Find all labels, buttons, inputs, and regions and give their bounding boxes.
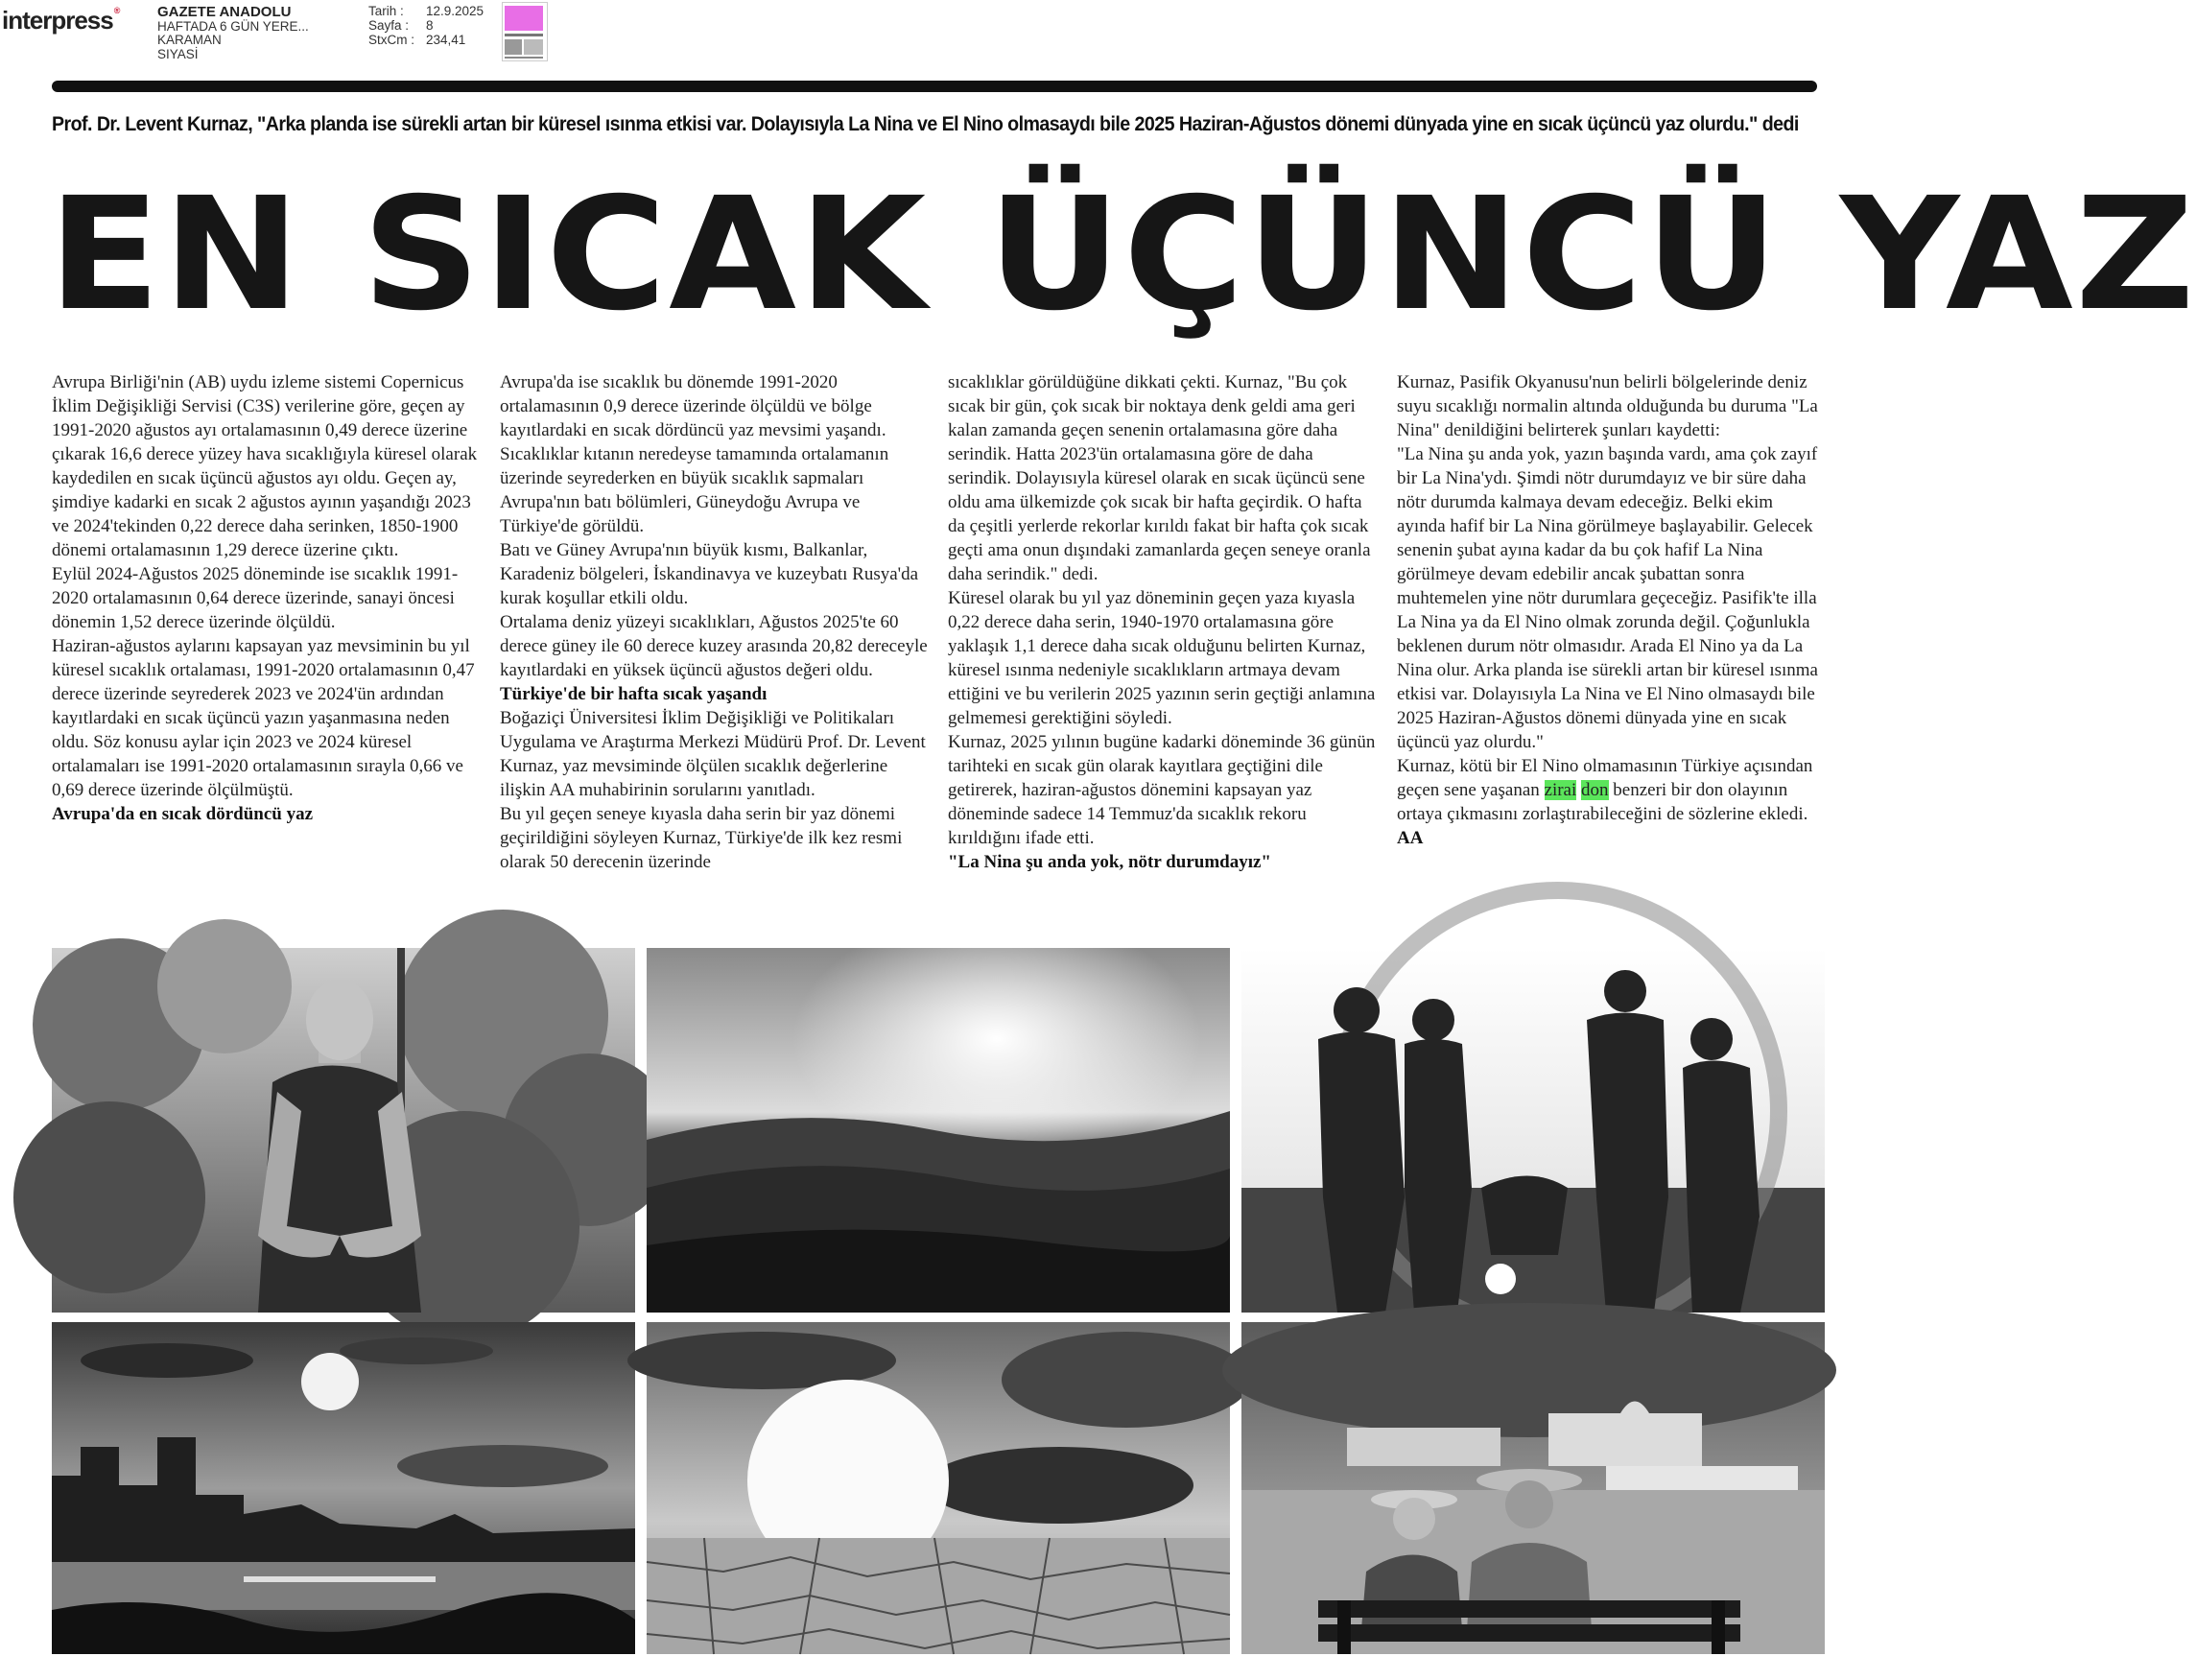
paragraph: Küresel olarak bu yıl yaz döneminin geçen yaza kıyasla 0,22 derece daha serin, 1940-1970 ortalamasına göre yaklaşık 1,1 derece daha sıcak olduğunu belirten Kurnaz, küresel ısınma nedeniyle sıcaklıkların artmaya devam ettiğini ve bu verilerin 2025 yazının serin geçtiği anlamına gelmemesi gerektiğini söyledi. xyxy=(948,588,1376,728)
subheading: Türkiye'de bir hafta sıcak yaşandı xyxy=(500,684,768,704)
photo-portrait xyxy=(52,948,635,1313)
photo-couple-bench xyxy=(1241,1322,1825,1654)
date-row xyxy=(368,4,484,18)
photo-cracked-earth xyxy=(647,1322,1230,1654)
header-rule xyxy=(52,81,1817,92)
photo-silhouettes xyxy=(1241,948,1825,1313)
page-row xyxy=(368,18,484,33)
interpress-logo xyxy=(2,6,119,35)
article-column-3 xyxy=(948,370,1376,874)
article-column-2 xyxy=(500,370,928,874)
text-run: benzeri bir don olayının ortaya çıkmasını zorlaştırabileceğini de sözlerine ekledi. xyxy=(1397,780,1808,824)
stx-row xyxy=(368,33,484,47)
subheading: Avrupa'da en sıcak dördüncü yaz xyxy=(52,804,314,824)
paragraph-highlighted xyxy=(1397,754,1825,826)
page-thumbnail[interactable] xyxy=(502,2,548,61)
article-spot: Prof. Dr. Levent Kurnaz, "Arka planda ise sürekli artan bir küresel ısınma etkisi var. Dolayısıyla La Nina ve El Nino olmasaydı bile 2025 Haziran-Ağustos dönemi dünyada yine en sıcak üçüncü yaz olurdu." dedi xyxy=(52,113,1799,135)
publication-section: SIYASİ xyxy=(157,46,199,61)
paragraph: Batı ve Güney Avrupa'nın büyük kısmı, Balkanlar, Karadeniz bölgeleri, İskandinavya ve kuzeybatı Rusya'da kurak koşullar etkili oldu. xyxy=(500,540,919,608)
paragraph: sıcaklıklar görüldüğüne dikkati çekti. Kurnaz, "Bu çok sıcak bir gün, çok sıcak bir noktaya denk geldi ama geri kalan zamanda geçen senenin ortalamasına göre daha serindik. Hatta 2023'ün ortalamasına göre de daha serindik. Dolayısıyla küresel olarak en sıcak üçüncü sene oldu ama ülkemizde çok sıcak bir hafta geçirdik. O hafta da çeşitli yerlerde rekorlar kırıldı fakat bir hafta çok sıcak geçti ama onun dışındaki zamanlarda geçen seneye oranla daha serindik." dedi. xyxy=(948,372,1371,584)
page-label: Sayfa : xyxy=(368,18,410,33)
date-label: Tarih : xyxy=(368,4,404,18)
thumbnail-highlight xyxy=(505,6,543,31)
article-column-1 xyxy=(52,370,480,826)
thumbnail-line xyxy=(505,57,543,59)
publication-city: KARAMAN xyxy=(157,33,222,47)
signoff: AA xyxy=(1397,828,1424,848)
thumbnail-block xyxy=(524,39,543,55)
paragraph: Avrupa Birliği'nin (AB) uydu izleme sistemi Copernicus İklim Değişikliği Servisi (C3S) verilerine göre, geçen ay 1991-2020 ağustos ayı ortalamasının 0,49 derece üzerine çıkarak 16,6 derece yüzey hava sıcaklığıyla küresel olarak kaydedilen en sıcak üçüncü ağustos ayı oldu. Geçen ay, şimdiye kadarki en sıcak 2 ağustos ayının yaşandığı 2023 ve 2024'tekinden 0,22 derece daha serinken, 1850-1900 dönemi ortalamasının 1,29 derece üzerine çıktı. xyxy=(52,372,478,560)
paragraph: Boğaziçi Üniversitesi İklim Değişikliği ve Politikaları Uygulama ve Araştırma Merkezi Müdürü Prof. Dr. Levent Kurnaz, yaz mevsiminde ölçülen sıcaklık değerlerine ilişkin AA muhabirinin sorularını yanıtladı. xyxy=(500,708,926,800)
photo-sea xyxy=(647,948,1230,1313)
article-column-4 xyxy=(1397,370,1825,850)
stx-value: 234,41 xyxy=(426,33,466,47)
article-headline: EN SICAK ÜÇÜNCÜ YAZ xyxy=(48,165,2197,345)
paragraph: Kurnaz, Pasifik Okyanusu'nun belirli bölgelerinde deniz suyu sıcaklığı normalin altında olduğunda bu duruma "La Nina" denildiğini belirterek şunları kaydetti: xyxy=(1397,372,1818,440)
photo-city-sunset xyxy=(52,1322,635,1654)
paragraph: Avrupa'da ise sıcaklık bu dönemde 1991-2020 ortalamasının 0,9 derece üzerinde ölçüldü ve bölge kayıtlardaki en sıcak dördüncü yaz mevsimi yaşandı. Sıcaklıklar kıtanın neredeyse tamamında ortalamanın üzerinde seyrederken en büyük sıcaklık sapmaları Avrupa'nın batı bölümleri, Güneydoğu Avrupa ve Türkiye'de görüldü. xyxy=(500,372,889,536)
highlighted-word: don xyxy=(1581,780,1609,800)
logo-text: interpress xyxy=(2,6,113,35)
page-value: 8 xyxy=(426,18,434,33)
thumbnail-block xyxy=(505,39,522,55)
date-value: 12.9.2025 xyxy=(426,4,484,18)
publication-info xyxy=(157,6,349,61)
paragraph: Kurnaz, 2025 yılının bugüne kadarki döneminde 36 günün tarihteki en sıcak gün olarak kayıtlara geçtiğini dile getirerek, haziran-ağustos dönemini kapsayan yaz döneminde sadece 14 Temmuz'da sıcaklık rekoru kırıldığını ifade etti. xyxy=(948,732,1376,848)
registered-mark-icon: ® xyxy=(113,6,120,15)
clipping-meta xyxy=(368,4,484,47)
paragraph: Ortalama deniz yüzeyi sıcaklıkları, Ağustos 2025'te 60 derece güney ile 60 derece kuzey arasında 20,82 dereceyle kayıtlardaki en yüksek üçüncü ağustos değeri oldu. xyxy=(500,612,928,680)
highlighted-word: zirai xyxy=(1544,780,1577,800)
paragraph: Bu yıl geçen seneye kıyasla daha serin bir yaz dönemi geçirildiğini söyleyen Kurnaz, Türkiye'de ilk kez resmi olarak 50 derecenin üzerinde xyxy=(500,804,903,872)
paragraph: Haziran-ağustos aylarını kapsayan yaz mevsiminin bu yıl küresel sıcaklık ortalaması, 1991-2020 ortalamasının 0,47 derece üzerinde seyrederek 2023 ve 2024'ün ardından kayıtlardaki en sıcak üçüncü yazın yaşanmasına neden oldu. Söz konusu aylar için 2023 ve 2024 küresel ortalamaları ise 1991-2020 ortalamasının sırayla 0,66 ve 0,69 derece üzerinde ölçülmüştü. xyxy=(52,636,475,800)
paragraph: "La Nina şu anda yok, yazın başında vardı, ama çok zayıf bir La Nina'ydı. Şimdi nötr durumdayız ve bir süre daha nötr durumda kalmaya devam edeceğiz. Belki ekim ayında hafif bir La Nina görülmeye başlayabilir. Gelecek senenin şubat ayına kadar da bu çok hafif La Nina görülmeye devam edebilir ancak şubattan sonra muhtemelen yine nötr durumlara geçeceğiz. Pasifik'te illa La Nina ya da El Nino olmak zorunda değil. Çoğunlukla beklenen durum nötr olmasıdır. Arada El Nino ya da La Nina olur. Arka planda ise sürekli artan bir küresel ısınma etkisi var. Dolayısıyla La Nina ve El Nino olmasaydı bile 2025 Haziran-Ağustos dönemi dünyada yine en sıcak üçüncü yaz olurdu." xyxy=(1397,444,1818,752)
subheading: "La Nina şu anda yok, nötr durumdayız" xyxy=(948,852,1271,872)
paragraph: Eylül 2024-Ağustos 2025 döneminde ise sıcaklık 1991-2020 ortalamasının 0,64 derece üzerinde, sanayi öncesi dönemin 1,52 derece üzerinde ölçüldü. xyxy=(52,564,459,632)
text-run: Kurnaz, kötü bir El Nino olmamasının Türkiye açısından geçen sene yaşanan xyxy=(1397,756,1813,800)
thumbnail-line xyxy=(505,34,543,36)
publication-name: GAZETE ANADOLU xyxy=(157,4,292,20)
stx-label: StxCm : xyxy=(368,33,415,47)
publication-frequency: HAFTADA 6 GÜN YERE... xyxy=(157,18,309,34)
